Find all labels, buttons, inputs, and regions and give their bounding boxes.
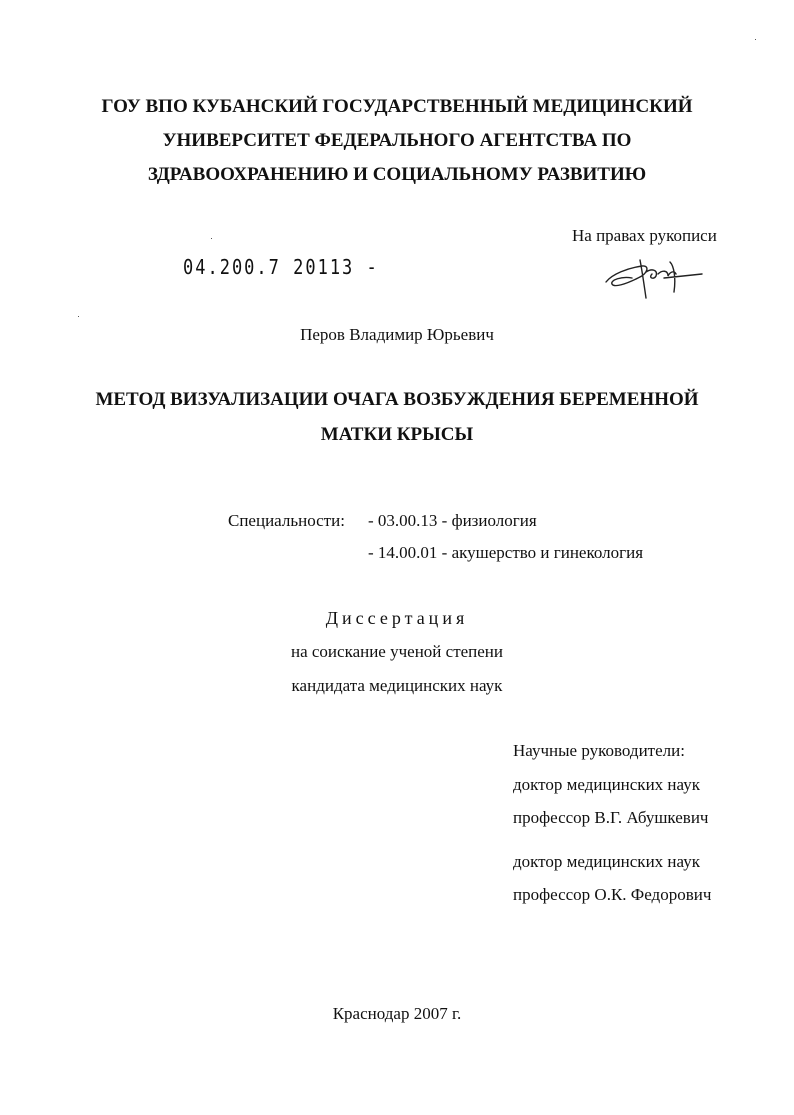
scan-speck (211, 238, 212, 239)
dissertation-title-line-1: МЕТОД ВИЗУАЛИЗАЦИИ ОЧАГА ВОЗБУЖДЕНИЯ БЕРЕМЕННОЙ (95, 389, 699, 410)
institution-line-1: ГОУ ВПО КУБАНСКИЙ ГОСУДАРСТВЕННЫЙ МЕДИЦИНСКИЙ (101, 96, 693, 117)
scan-speck (78, 316, 79, 317)
supervisor-name: профессор О.К. Федорович (513, 885, 712, 904)
specialties-label: Специальности: (228, 511, 345, 530)
specialty-item: - 14.00.01 - акушерство и гинекология (368, 543, 644, 562)
dissertation-heading: Диссертация (325, 608, 469, 628)
institution-line-3: ЗДРАВООХРАНЕНИЮ И СОЦИАЛЬНОМУ РАЗВИТИЮ (147, 164, 647, 185)
degree-line-2: кандидата медицинских наук (291, 676, 503, 695)
institution-line-2: УНИВЕРСИТЕТ ФЕДЕРАЛЬНОГО АГЕНТСТВА ПО (162, 130, 632, 151)
degree-line-1: на соискание ученой степени (290, 642, 504, 661)
supervisor-degree: доктор медицинских наук (513, 775, 700, 794)
author-name: Перов Владимир Юрьевич (300, 325, 494, 344)
supervisors-label: Научные руководители: (513, 741, 685, 760)
registration-stamp: 04.200.7 20113 - (183, 256, 379, 280)
scan-speck (755, 39, 756, 40)
supervisor-degree: доктор медицинских наук (513, 852, 700, 871)
signature-icon (598, 252, 710, 304)
specialty-item: - 03.00.13 - физиология (368, 511, 537, 530)
dissertation-title-line-2: МАТКИ КРЫСЫ (320, 424, 474, 445)
rights-note: На правах рукописи (572, 226, 717, 245)
supervisor-name: профессор В.Г. Абушкевич (513, 808, 709, 827)
city-year: Краснодар 2007 г. (332, 1004, 462, 1023)
